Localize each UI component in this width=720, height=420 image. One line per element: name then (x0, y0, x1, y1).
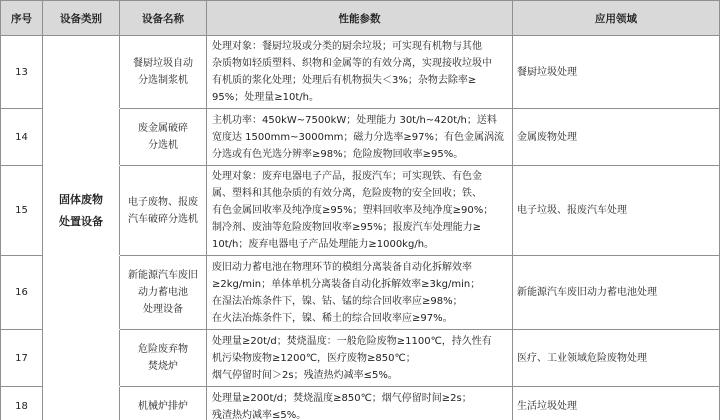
row-params-line: 处理量≥20t/d；焚烧温度：一般危险废物≥1100℃，持久性有 (212, 335, 492, 347)
category-cell (43, 36, 120, 109)
header-params: 性能参数 (207, 1, 513, 36)
row-params-line: 主机功率：450kW~7500kW；处理能力 30t/h~420t/h；送料 (212, 114, 497, 126)
table-row (1, 166, 720, 256)
row-name-line: 处理设备 (143, 304, 183, 315)
row-name-line: 危险废弃物 (138, 344, 188, 355)
row-name-line: 分选制浆机 (138, 75, 188, 86)
category-cell (43, 256, 120, 330)
row-no: 17 (1, 330, 43, 387)
row-params-line: 在火法冶炼条件下，镍、稀土的综合回收率应≥97%。 (212, 312, 453, 324)
row-params-line: 废旧动力蓄电池在物理环节的模组分离装备自动化拆解效率 (212, 261, 472, 273)
row-name-line: 电子废物、报废 (128, 196, 198, 208)
row-params-line: 处理对象：废弃电器电子产品，报废汽车；可实现铁、有色金 (212, 171, 482, 182)
header-field: 应用领域 (513, 1, 720, 36)
row-params (207, 330, 513, 387)
row-params-line: 处理对象：餐厨垃圾或分类的厨余垃圾；可实现有机物与其他 (212, 41, 482, 52)
row-no: 16 (1, 256, 43, 330)
row-params-line: 属、塑料和其他杂质的有效分离，危险废物的安全回收；铁、 (212, 188, 482, 199)
row-params-line: 在湿法冶炼条件下，镍、钴、锰的综合回收率应≥98%； (212, 295, 463, 307)
header-no: 序号 (1, 1, 43, 36)
row-name (120, 330, 207, 387)
table-row (1, 256, 720, 330)
row-name (120, 109, 207, 166)
row-no: 13 (1, 36, 43, 109)
category-cell (43, 330, 120, 387)
table-row (1, 330, 720, 387)
row-no: 18 (1, 387, 43, 420)
category-label-line: 处置设备 (59, 214, 103, 228)
row-name-line: 汽车破碎分选机 (128, 213, 198, 225)
row-field: 医疗、工业领域危险废物处理 (513, 330, 720, 387)
row-name-line: 废金属破碎 (138, 123, 188, 134)
row-name-line: 动力蓄电池 (138, 287, 188, 298)
row-name (120, 166, 207, 256)
row-params-line: 有色金属回收率及纯净度≥95%；塑料回收率及纯净度≥90%； (212, 205, 494, 216)
row-name-line: 机械炉排炉 (138, 401, 188, 412)
row-name (120, 387, 207, 420)
category-cell (43, 387, 120, 420)
row-field: 电子垃圾、报废汽车处理 (513, 166, 720, 256)
row-name-line: 新能源汽车废旧 (128, 270, 198, 281)
table-row (1, 36, 720, 109)
row-params (207, 36, 513, 109)
category-label (43, 166, 120, 256)
row-params (207, 109, 513, 166)
row-name-line: 焚烧炉 (148, 361, 178, 372)
table-row (1, 387, 720, 420)
row-params-line: 95%；处理量≥10t/h。 (212, 92, 319, 103)
row-params-line: 宽度达 1500mm~3000mm；磁力分选率≥97%；有色金属涡流 (212, 131, 505, 143)
row-name-line: 分选机 (148, 140, 178, 151)
row-name (120, 256, 207, 330)
row-no: 15 (1, 166, 43, 256)
row-field: 生活垃圾处理 (513, 387, 720, 420)
row-field: 金属废物处理 (513, 109, 720, 166)
row-params (207, 166, 513, 256)
row-params-line: 处理量≥200t/d；焚烧温度≥850℃；烟气停留时间≥2s； (212, 392, 472, 404)
row-params-line: 10t/h；废弃电器电子产品处理能力≥1000kg/h。 (212, 239, 435, 250)
row-name (120, 36, 207, 109)
row-params-line: 机污染物废物≥1200℃，医疗废物≥850℃； (212, 352, 416, 364)
row-params-line: ≥2kg/min；单体单机分离装备自动化拆解效率≥3kg/min； (212, 278, 481, 290)
row-field: 新能源汽车废旧动力蓄电池处理 (513, 256, 720, 330)
row-params-line: 有机质的浆化处理；处理后有机物损失＜3%；杂物去除率≥ (212, 75, 477, 86)
category-label-line: 固体废物 (59, 192, 103, 206)
table-row (1, 109, 720, 166)
table-header-row (1, 1, 720, 36)
header-name: 设备名称 (120, 1, 207, 36)
row-params (207, 387, 513, 420)
row-params (207, 256, 513, 330)
row-params-line: 制冷剂、废油等危险废物回收率≥95%；报废汽车处理能力≥ (212, 222, 481, 233)
header-category: 设备类别 (43, 1, 120, 36)
row-name-line: 餐厨垃圾自动 (133, 58, 193, 69)
row-params-line: 杂质物如轻质塑料、织物和金属等的有效分离，实现接收垃圾中 (212, 58, 492, 69)
row-params-line: 烟气停留时间＞2s；残渣热灼减率≤5%。 (212, 369, 398, 381)
row-params-line: 残渣热灼减率≤5%。 (212, 409, 307, 420)
row-no: 14 (1, 109, 43, 166)
row-params-line: 分选或有色光选分辨率≥98%；危险废物回收率≥95%。 (212, 148, 464, 160)
row-field: 餐厨垃圾处理 (513, 36, 720, 109)
category-cell (43, 109, 120, 166)
